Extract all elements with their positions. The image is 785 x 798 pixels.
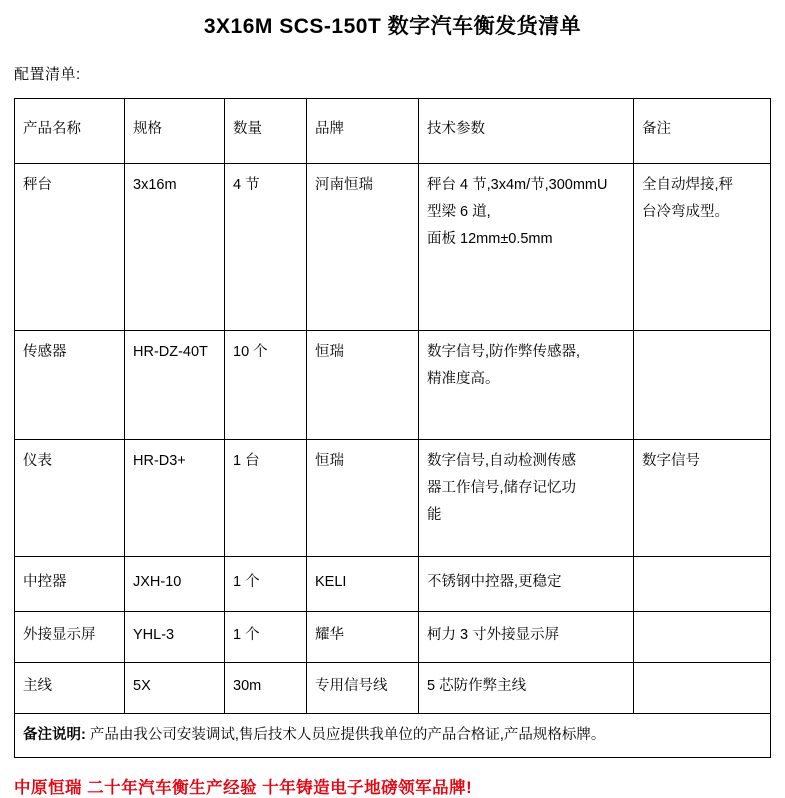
- cell-tech-line: 型梁 6 道,: [427, 204, 491, 220]
- cell-spec: HR-DZ-40T: [125, 331, 225, 440]
- column-header-spec: 规格: [125, 99, 225, 164]
- column-header-brand: 品牌: [307, 99, 419, 164]
- cell-tech: 不锈钢中控器,更稳定: [419, 557, 634, 612]
- cell-qty: 10 个: [225, 331, 307, 440]
- note-text: 产品由我公司安装调试,售后技术人员应提供我单位的产品合格证,产品规格标牌。: [85, 727, 606, 744]
- table-row: [15, 440, 771, 557]
- cell-tech-line: 秤台 4 节,3x4m/节,300mmU: [427, 177, 608, 194]
- cell-spec: 3x16m: [125, 164, 225, 331]
- cell-name: 秤台: [15, 164, 125, 331]
- table-header-row: [15, 99, 771, 164]
- cell-remark: [634, 612, 771, 663]
- cell-spec: HR-D3+: [125, 440, 225, 557]
- cell-tech: [419, 440, 634, 557]
- cell-name: 外接显示屏: [15, 612, 125, 663]
- cell-name: 仪表: [15, 440, 125, 557]
- cell-remark: [634, 557, 771, 612]
- cell-brand: 河南恒瑞: [307, 164, 419, 331]
- column-header-qty: 数量: [225, 99, 307, 164]
- cell-brand: 恒瑞: [307, 331, 419, 440]
- cell-spec: JXH-10: [125, 557, 225, 612]
- cell-qty: 1 个: [225, 557, 307, 612]
- cell-remark-line: 全自动焊接,秤: [642, 177, 734, 194]
- cell-name: 中控器: [15, 557, 125, 612]
- cell-brand: 恒瑞: [307, 440, 419, 557]
- cell-tech: [419, 331, 634, 440]
- table-row: [15, 663, 771, 714]
- note-cell: [15, 714, 771, 758]
- table-note-row: [15, 714, 771, 758]
- cell-tech: 柯力 3 寸外接显示屏: [419, 612, 634, 663]
- cell-remark: [634, 164, 771, 331]
- cell-brand: 耀华: [307, 612, 419, 663]
- cell-qty: 1 个: [225, 612, 307, 663]
- column-header-remark: 备注: [634, 99, 771, 164]
- cell-qty: 30m: [225, 663, 307, 714]
- footer-slogan: 中原恒瑞 二十年汽车衡生产经验 十年铸造电子地磅领军品牌!: [14, 779, 473, 797]
- cell-tech: [419, 164, 634, 331]
- cell-tech-line: 器工作信号,储存记忆功: [427, 480, 577, 496]
- column-header-name: 产品名称: [15, 99, 125, 164]
- config-list-label: 配置清单:: [14, 66, 81, 84]
- note-label: 备注说明:: [23, 727, 86, 744]
- cell-qty: 4 节: [225, 164, 307, 331]
- cell-remark: [634, 331, 771, 440]
- table-row: [15, 557, 771, 612]
- column-header-tech: 技术参数: [419, 99, 634, 164]
- cell-remark-line: 台冷弯成型。: [642, 204, 729, 220]
- cell-tech-line: 能: [427, 506, 442, 523]
- cell-tech-line: 数字信号,自动检测传感: [427, 453, 577, 470]
- cell-name: 传感器: [15, 331, 125, 440]
- table-row: [15, 164, 771, 331]
- cell-qty: 1 台: [225, 440, 307, 557]
- table-row: [15, 612, 771, 663]
- cell-remark: 数字信号: [634, 440, 771, 557]
- table-row: [15, 331, 771, 440]
- cell-tech-line: 精准度高。: [427, 371, 500, 387]
- cell-spec: 5X: [125, 663, 225, 714]
- cell-brand: KELI: [307, 557, 419, 612]
- cell-brand: 专用信号线: [307, 663, 419, 714]
- page-title: 3X16M SCS-150T 数字汽车衡发货清单: [203, 15, 582, 38]
- cell-spec: YHL-3: [125, 612, 225, 663]
- cell-tech-line: 数字信号,防作弊传感器,: [427, 344, 581, 361]
- cell-name: 主线: [15, 663, 125, 714]
- cell-tech: 5 芯防作弊主线: [419, 663, 634, 714]
- cell-tech-line: 面板 12mm±0.5mm: [427, 230, 553, 247]
- cell-remark: [634, 663, 771, 714]
- specification-table: [14, 98, 771, 758]
